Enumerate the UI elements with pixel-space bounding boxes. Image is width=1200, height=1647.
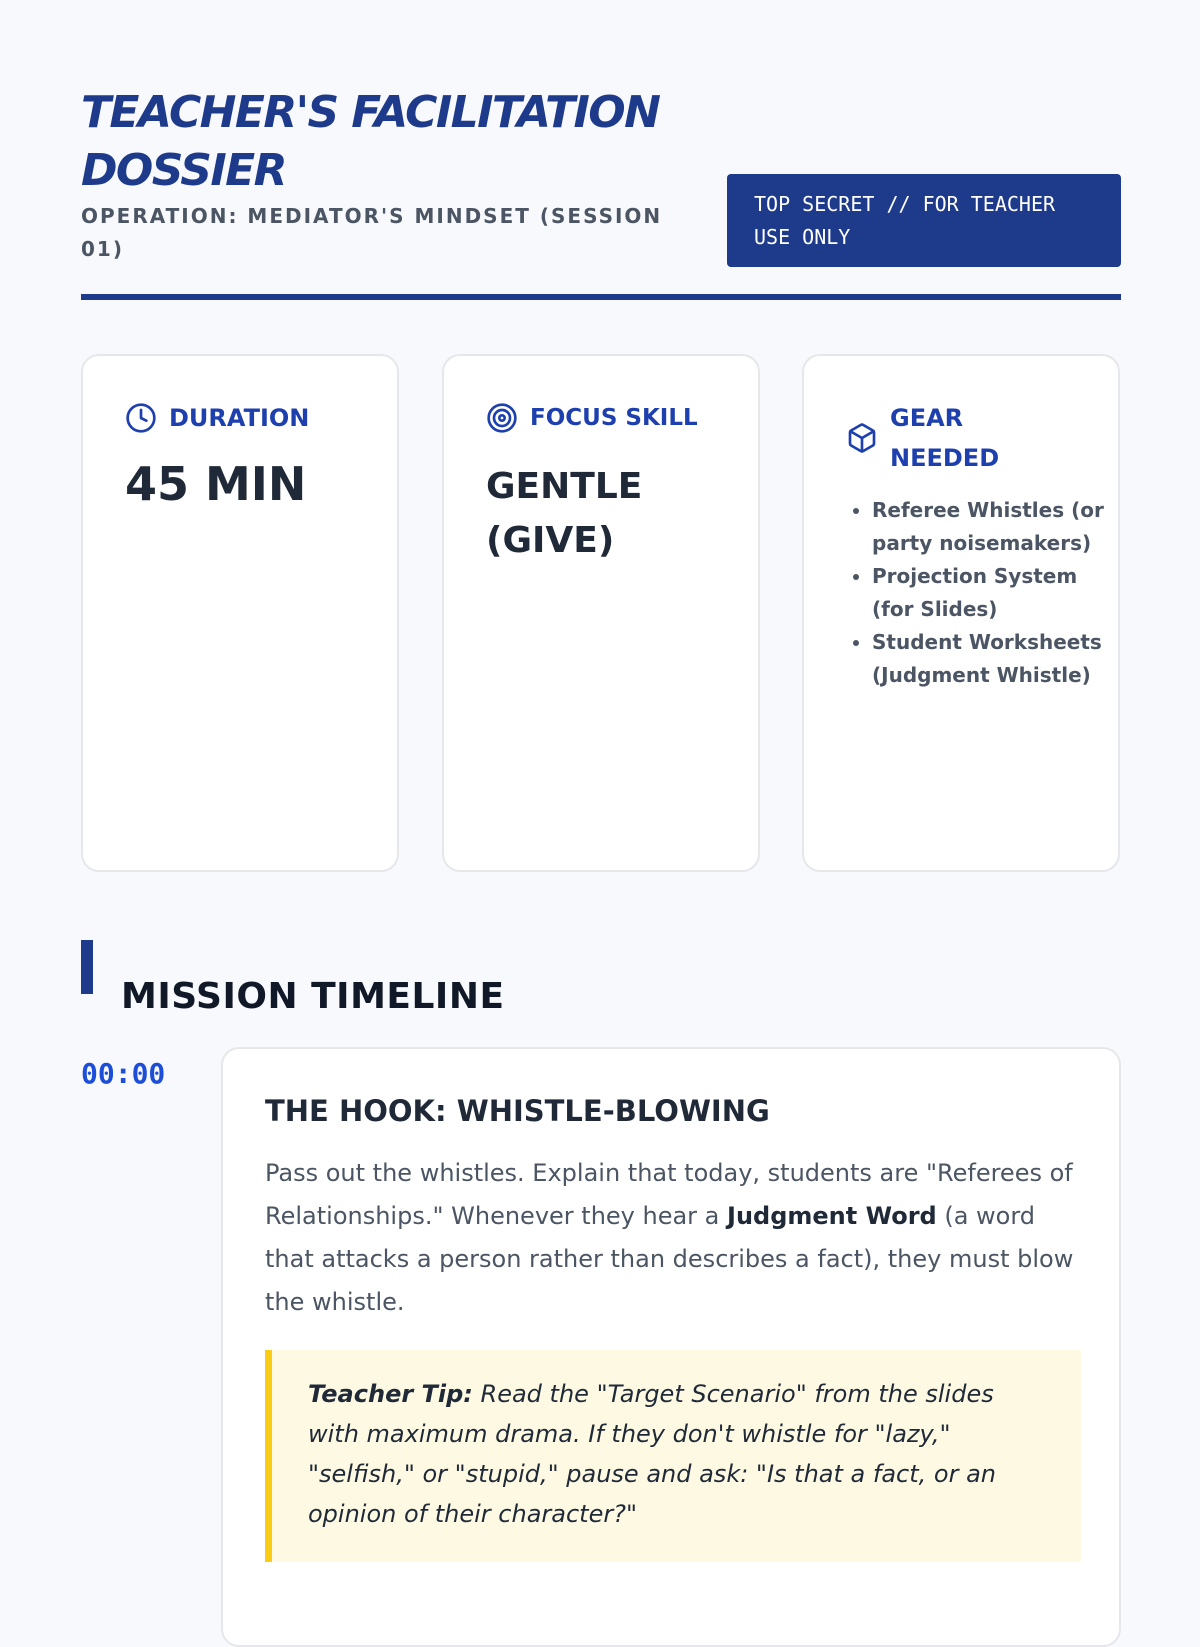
gear-item-worksheets: • Student Worksheets (Judgment Whistle) (872, 626, 1108, 692)
teacher-tip-callout (265, 1350, 1081, 1562)
section-title: MISSION TIMELINE (121, 975, 505, 1017)
section-accent-bar (81, 940, 93, 994)
page-title: TEACHER'S FACILITATION DOSSIER (81, 87, 660, 196)
gear-item-whistles: • Referee Whistles (or party noisemakers) (872, 494, 1108, 560)
page-header (81, 84, 1121, 300)
gear-list (846, 494, 1108, 692)
step-body-text-end: (a word that attacks a person rather than describes a fact), they must blow the whistle. (265, 1202, 1074, 1316)
duration-card (81, 354, 399, 872)
step-title: THE HOOK: WHISTLE-BLOWING (265, 1094, 770, 1128)
timeline-step-card (221, 1047, 1121, 1647)
clock-icon (125, 402, 157, 434)
duration-value: 45 MIN (125, 457, 307, 511)
gear-label: GEAR NEEDED (890, 404, 1000, 472)
step-time: 00:00 (81, 1057, 166, 1090)
step-body-text: Pass out the whistles. Explain that today, students are "Referees of Relationships." Whenever they hear a (265, 1159, 1073, 1230)
step-body (265, 1152, 1075, 1324)
box-icon (846, 422, 878, 454)
gear-card (802, 354, 1120, 872)
focus-skill-value: GENTLE (GIVE) (486, 466, 643, 561)
duration-label: DURATION (169, 404, 310, 432)
teacher-tip-label: Teacher Tip: (308, 1380, 473, 1408)
focus-skill-card (442, 354, 760, 872)
page-subtitle: OPERATION: MEDIATOR'S MINDSET (SESSION 01) (81, 204, 663, 261)
teacher-tip-text: Read the "Target Scenario" from the slides with maximum drama. If they don't whistle for "lazy," "selfish," or "stupid," pause and ask: "Is that a fact, or an opinion of their character?" (308, 1380, 996, 1528)
focus-skill-label: FOCUS SKILL (530, 405, 698, 431)
classification-badge: TOP SECRET // FOR TEACHER USE ONLY (727, 174, 1121, 267)
gear-item-projection: • Projection System (for Slides) (872, 560, 1108, 626)
step-body-emphasis: Judgment Word (727, 1202, 937, 1230)
header-divider (81, 294, 1121, 300)
target-icon (486, 402, 518, 434)
